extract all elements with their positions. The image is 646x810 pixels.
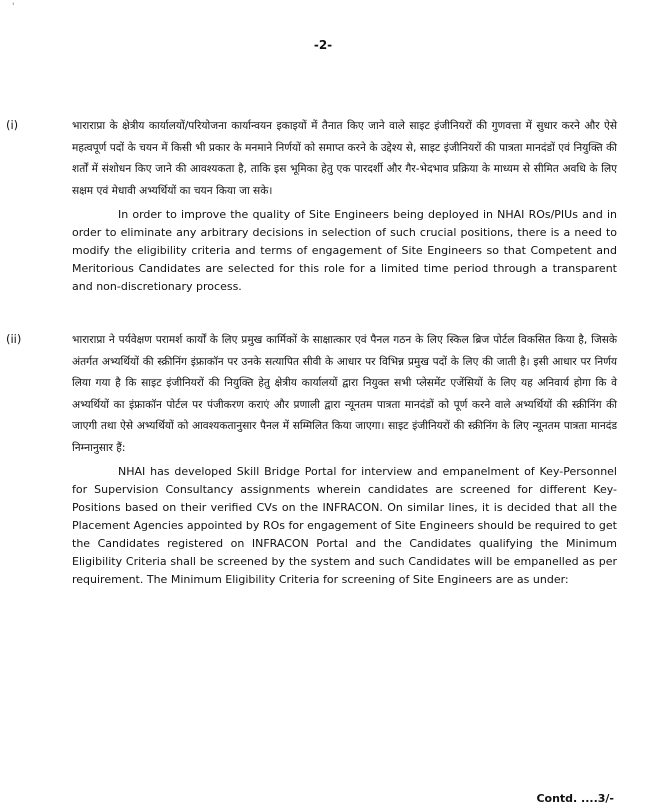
section-i-english-text: In order to improve the quality of Site Engineers being deployed in NHAI ROs/PIUs and in order to eliminate any arbitrary decisions in selection of such crucial positions, there is a need to modify the eligibility criteria and terms of engagement of Site Engineers so that Competent and Meritorious Candidates are selected for this role for a limited time period through a transparent and non-discretionary process. bbox=[72, 208, 617, 293]
section-ii-english-text: NHAI has developed Skill Bridge Portal for interview and empanelment of Key-Personnel for Supervision Consultancy assignments wherein candidates are screened for different Key-Positions based on their verified CVs on the INFRACON. On similar lines, it is decided that all the Placement Agencies appointed by ROs for engagement of Site Engineers should be required to get the Candidates registered on INFRACON Portal and the Candidates qualifying the Minimum Eligibility Criteria shall be screened by the system and such Candidates will be empanelled as per requirement. The Minimum Eligibility Criteria for screening of Site Engineers are as under: bbox=[72, 465, 617, 586]
continued-footer: Contd. ....3/- bbox=[536, 792, 614, 805]
section-ii bbox=[6, 330, 617, 589]
section-i-marker: (i) bbox=[6, 118, 19, 132]
corner-mark: ' bbox=[12, 2, 15, 12]
section-i-hindi-text: भाराराप्रा के क्षेत्रीय कार्यालयों/परियोजना कार्यान्वयन इकाइयों में तैनात किए जाने वाले साइट इंजीनियरों की गुणवत्ता में सुधार करने और ऐसे महत्वपूर्ण पदों के चयन में किसी भी प्रकार के मनमाने निर्णयों को समाप्त करने के उद्देश्य से, साइट इंजीनियरों की पात्रता मानदंडों एवं नियुक्ति की शर्तों में संशोधन किए जाने की आवश्यकता है, ताकि इस भूमिका हेतु एक पारदर्शी और गैर-भेदभाव प्रक्रिया के माध्यम से सीमित अवधि के लिए सक्षम एवं मेधावी अभ्यर्थियों का चयन किया जा सके। bbox=[72, 120, 617, 197]
section-i bbox=[6, 116, 617, 296]
section-ii-marker: (ii) bbox=[6, 332, 22, 346]
page-number: -2- bbox=[313, 38, 333, 52]
section-ii-hindi-text: भाराराप्रा ने पर्यवेक्षण परामर्श कार्यों के लिए प्रमुख कार्मिकों के साक्षात्कार एवं पैनल गठन के लिए स्किल ब्रिज पोर्टल विकसित किया है, जिसके अंतर्गत अभ्यर्थियों की स्क्रीनिंग इंफ्राकॉन पर उनके सत्यापित सीवी के आधार पर विभिन्न प्रमुख पदों के लिए की जाती है। इसी आधार पर निर्णय लिया गया है कि साइट इंजीनियरों की नियुक्ति हेतु क्षेत्रीय कार्यालयों द्वारा नियुक्त सभी प्लेसमेंट एजेंसियों के लिए यह अनिवार्य होगा कि वे अभ्यर्थियों का इंफ्राकॉन पोर्टल पर पंजीकरण कराएं और प्रणाली द्वारा न्यूनतम पात्रता मानदंडों को पूर्ण करने वाले अभ्यर्थियों की स्क्रीनिंग की जाएगी तथा ऐसे अभ्यर्थियों को आवश्यकतानुसार पैनल में सम्मिलित किया जाएगा। साइट इंजीनियरों की स्क्रीनिंग के लिए न्यूनतम पात्रता मानदंड निम्नानुसार हैं: bbox=[72, 334, 617, 454]
